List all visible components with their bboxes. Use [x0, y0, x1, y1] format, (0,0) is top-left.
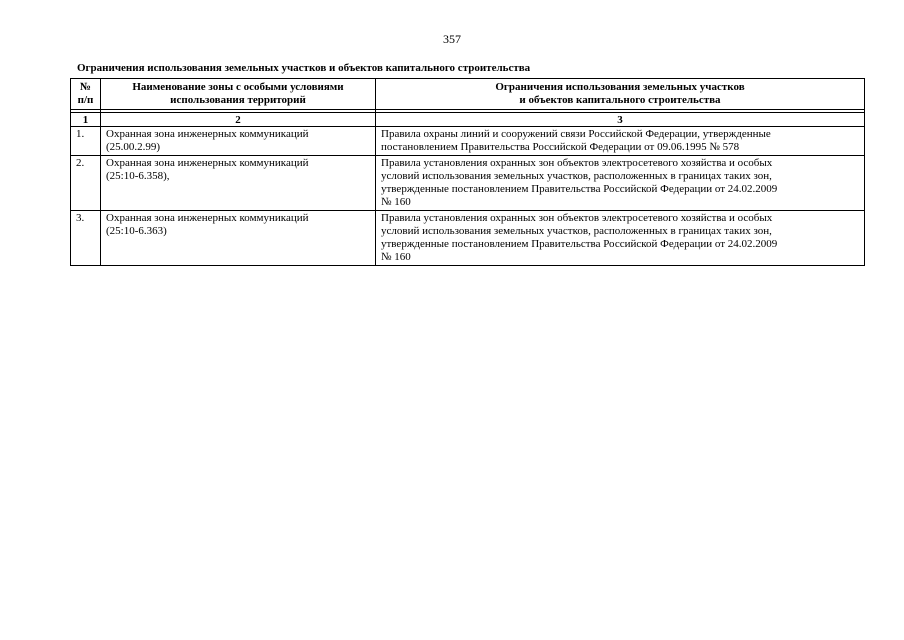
header-zone-name — [101, 79, 376, 110]
header-restrictions-line2: и объектов капитального строительства — [519, 94, 721, 106]
zone-name: Охранная зона инженерных коммуникаций — [106, 157, 309, 169]
table-row — [71, 127, 865, 156]
restriction-line: Правила установления охранных зон объектов электросетевого хозяйства и особых — [381, 157, 773, 169]
table-row — [71, 156, 865, 211]
zone-name-cell — [101, 156, 376, 211]
document-title: Ограничения использования земельных участков и объектов капитального строительства — [77, 62, 531, 74]
header-restrictions — [376, 79, 865, 110]
restriction-line: № 160 — [381, 196, 411, 208]
zone-name-cell — [101, 211, 376, 266]
header-number-line1: № — [79, 81, 92, 93]
zone-code: (25.00.2.99) — [106, 141, 161, 153]
row-number: 1. — [71, 127, 101, 156]
header-number — [71, 79, 101, 110]
restriction-cell — [376, 211, 865, 266]
table-header-row — [71, 79, 865, 110]
page-number: 357 — [443, 32, 461, 46]
restriction-cell — [376, 156, 865, 211]
row-number: 2. — [71, 156, 101, 211]
index-cell: 2 — [101, 113, 376, 127]
restriction-line: Правила охраны линий и сооружений связи Российской Федерации, утвержденные — [381, 128, 771, 140]
row-number: 3. — [71, 211, 101, 266]
zone-name-cell — [101, 127, 376, 156]
index-cell: 1 — [71, 113, 101, 127]
table-row — [71, 211, 865, 266]
restriction-line: постановлением Правительства Российской Федерации от 09.06.1995 № 578 — [381, 141, 740, 153]
restriction-line: Правила установления охранных зон объектов электросетевого хозяйства и особых — [381, 212, 773, 224]
restriction-line: утвержденные постановлением Правительства Российской Федерации от 24.02.2009 — [381, 238, 778, 250]
header-restrictions-line1: Ограничения использования земельных участков — [495, 81, 745, 93]
restriction-line: № 160 — [381, 251, 411, 263]
table-index-row — [71, 113, 865, 127]
header-zone-line1: Наименование зоны с особыми условиями — [132, 81, 344, 93]
restriction-line: условий использования земельных участков, расположенных в границах таких зон, — [381, 170, 772, 182]
restriction-line: условий использования земельных участков, расположенных в границах таких зон, — [381, 225, 772, 237]
zone-code: (25:10-6.358), — [106, 170, 170, 182]
header-number-line2: п/п — [77, 94, 94, 106]
zone-name: Охранная зона инженерных коммуникаций — [106, 212, 309, 224]
index-cell: 3 — [376, 113, 865, 127]
zone-name: Охранная зона инженерных коммуникаций — [106, 128, 309, 140]
restriction-line: утвержденные постановлением Правительства Российской Федерации от 24.02.2009 — [381, 183, 778, 195]
restriction-cell — [376, 127, 865, 156]
zone-code: (25:10-6.363) — [106, 225, 167, 237]
header-zone-line2: использования территорий — [170, 94, 306, 106]
restrictions-table — [70, 78, 865, 266]
